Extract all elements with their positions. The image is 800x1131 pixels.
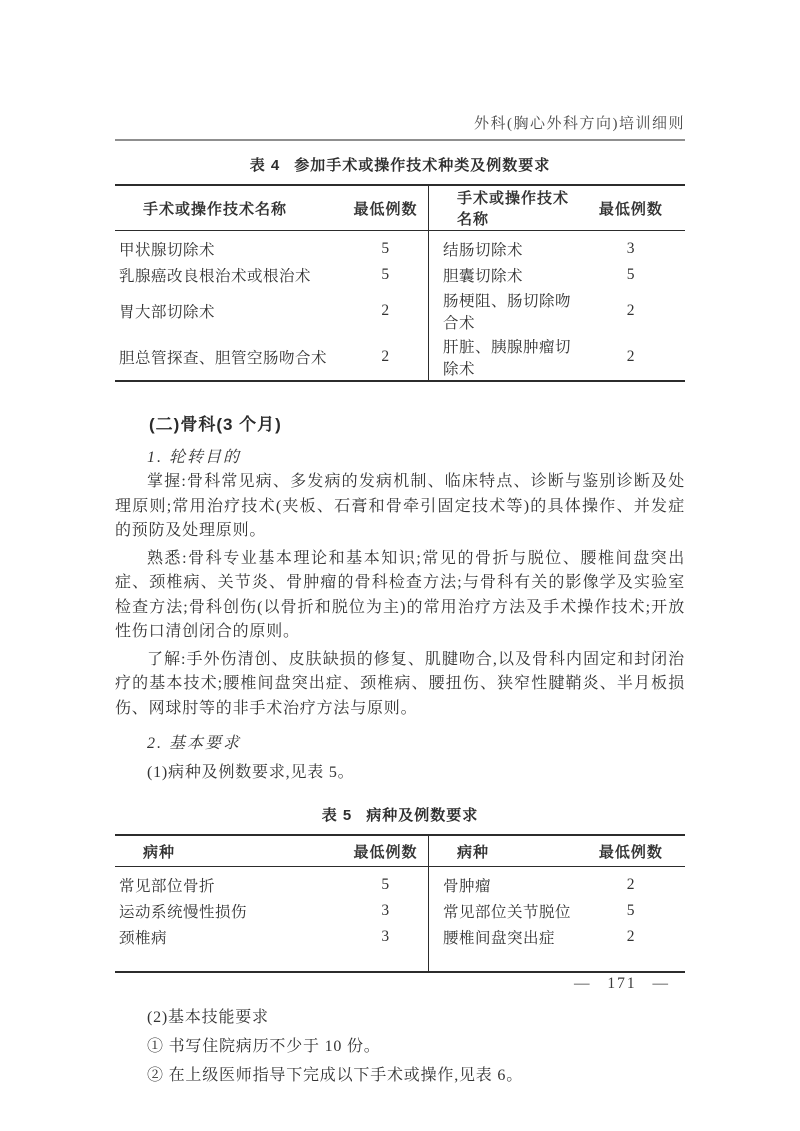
table-cell: 2 xyxy=(626,302,635,319)
page-content xyxy=(115,0,685,1090)
table4-caption-title: 参加手术或操作技术种类及例数要求 xyxy=(294,157,551,174)
table5-caption-label: 表 5 xyxy=(321,807,353,824)
section-heading: (二)骨科(3 个月) xyxy=(149,415,282,434)
table-row xyxy=(115,334,685,381)
table5-header-cell: 最低例数 xyxy=(577,835,685,867)
table4-header-cell: 最低例数 xyxy=(577,185,685,231)
table-cell: 5 xyxy=(626,266,635,283)
header-rule xyxy=(115,139,685,141)
table4-header-row xyxy=(115,185,685,231)
table-cell: 肝脏、胰腺肿瘤切除术 xyxy=(443,339,572,378)
basic-skills-block xyxy=(115,1003,685,1090)
table-cell: 5 xyxy=(343,231,429,263)
subsection-rotation-goal: 1. 轮转目的 xyxy=(147,449,242,466)
table-cell: 骨肿瘤 xyxy=(443,878,492,895)
table4 xyxy=(115,184,685,382)
paragraph-understand: 了解:手外伤清创、皮肤缺损的修复、肌腱吻合,以及骨科内固定和封闭治疗的基本技术;腰椎间盘突出症、颈椎病、腰扭伤、狭窄性腱鞘炎、半月板损伤、网球肘等的非手术治疗方法与原则。 xyxy=(115,650,685,717)
paragraph-master: 掌握:骨科常见病、多发病的发病机制、临床特点、诊断与鉴别诊断及处理原则;常用治疗技术(夹板、石膏和骨牵引固定技术等)的具体操作、并发症的预防及处理原则。 xyxy=(115,473,685,539)
table-cell: 5 xyxy=(343,262,429,288)
page-number: — 171 — xyxy=(574,975,670,992)
table-row xyxy=(115,262,685,288)
table-cell: 3 xyxy=(343,898,429,924)
table-cell: 胆囊切除术 xyxy=(443,268,524,285)
table4-header-cell: 最低例数 xyxy=(343,185,429,231)
paragraph-familiar: 熟悉:骨科专业基本理论和基本知识;常见的骨折与脱位、腰椎间盘突出症、颈椎病、关节炎、骨肿瘤的骨科检查方法;与骨科有关的影像学及实验室检查方法;骨科创伤(以骨折和脱位为主)的常用治疗方法及手术操作技术;开放性伤口清创闭合的原则。 xyxy=(115,549,685,640)
table5-caption-title: 病种及例数要求 xyxy=(366,807,479,824)
table-cell: 常见部位骨折 xyxy=(119,878,216,895)
table-cell: 3 xyxy=(343,924,429,972)
table4-header-cell: 手术或操作技术名称 xyxy=(429,185,577,231)
table-row xyxy=(115,288,685,334)
table-row xyxy=(115,924,685,972)
table-cell: 胃大部切除术 xyxy=(119,304,216,321)
item-disease-requirements: (1)病种及例数要求,见表 5。 xyxy=(147,764,355,781)
table-cell: 甲状腺切除术 xyxy=(119,242,216,259)
running-head: 外科(胸心外科方向)培训细则 xyxy=(474,116,685,132)
table-cell: 运动系统慢性损伤 xyxy=(119,904,248,921)
table-row xyxy=(115,898,685,924)
table-cell: 常见部位关节脱位 xyxy=(443,904,572,921)
table-cell: 腰椎间盘突出症 xyxy=(443,930,556,947)
table-cell: 结肠切除术 xyxy=(443,242,524,259)
table-cell: 2 xyxy=(626,876,635,893)
table-cell: 胆总管探查、胆管空肠吻合术 xyxy=(119,350,328,367)
table5 xyxy=(115,834,685,973)
table4-header-cell: 手术或操作技术名称 xyxy=(115,185,343,231)
table-cell: 2 xyxy=(626,928,635,945)
table-cell: 乳腺癌改良根治术或根治术 xyxy=(119,268,312,285)
table-cell: 颈椎病 xyxy=(119,930,168,947)
table-row xyxy=(115,231,685,263)
table-row xyxy=(115,867,685,899)
table4-caption-label: 表 4 xyxy=(249,157,281,174)
table5-header-row xyxy=(115,835,685,867)
table-cell: 2 xyxy=(343,334,429,381)
table-cell: 5 xyxy=(626,902,635,919)
table-cell: 2 xyxy=(343,288,429,334)
table5-caption xyxy=(115,804,685,825)
subsection-basic-requirements: 2. 基本要求 xyxy=(147,735,242,752)
table-cell: 5 xyxy=(343,867,429,899)
table-cell: 2 xyxy=(626,348,635,365)
table-cell: 3 xyxy=(626,240,635,257)
bullet-medical-records: ① 书写住院病历不少于 10 份。 xyxy=(147,1038,381,1055)
table5-header-cell: 病种 xyxy=(115,835,343,867)
bullet-supervised-operations: ② 在上级医师指导下完成以下手术或操作,见表 6。 xyxy=(147,1067,524,1084)
table-cell: 肠梗阻、肠切除吻合术 xyxy=(443,293,572,332)
table5-header-cell: 病种 xyxy=(429,835,577,867)
table5-header-cell: 最低例数 xyxy=(343,835,429,867)
item-basic-skills: (2)基本技能要求 xyxy=(147,1009,269,1026)
table4-caption xyxy=(115,154,685,175)
